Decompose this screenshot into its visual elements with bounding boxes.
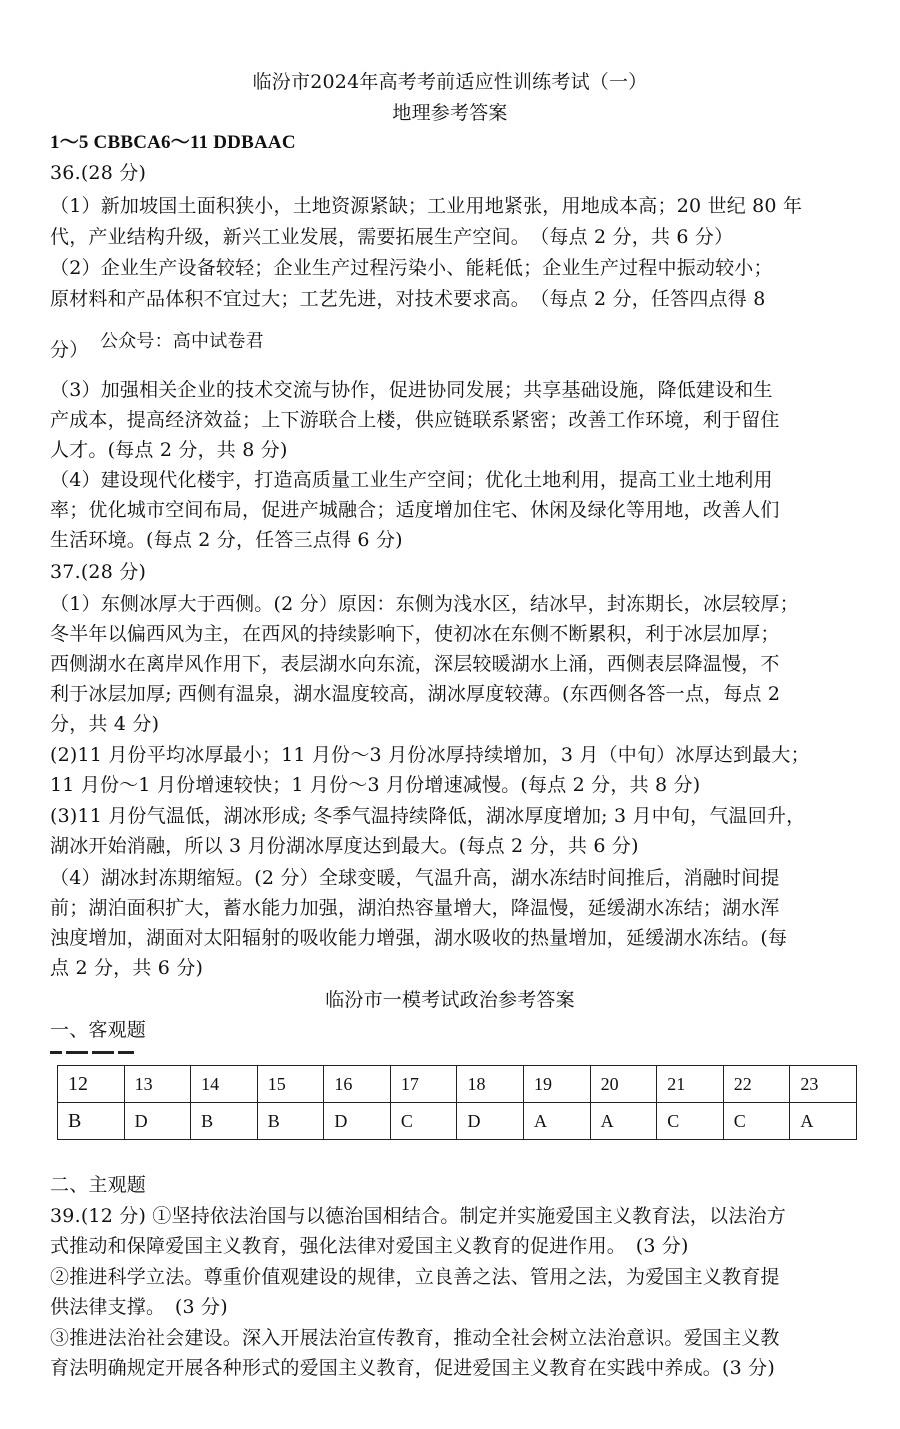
q36-part2-line3: 分） — [50, 339, 89, 361]
multiple-choice-answers: 1～5 CBBCA6～11 DDBAAC — [50, 132, 296, 153]
answer-cell: A — [790, 1103, 857, 1140]
q36-part3-line2: 产成本，提高经济效益；上下游联合上楼，供应链联系紧密；改善工作环境，利于留住 — [50, 409, 780, 431]
q39-point3-line1: ③推进法治社会建设。深入开展法治宣传教育，推动全社会树立法治意识。爱国主义教 — [50, 1327, 780, 1349]
question-number-row — [58, 1066, 857, 1103]
q36-part4-line3: 生活环境。(每点 2 分，任答三点得 6 分) — [50, 529, 403, 551]
answer-cell: C — [390, 1103, 457, 1140]
question-number-cell: 12 — [58, 1066, 125, 1103]
q37-part2-line1: (2)11 月份平均冰厚最小；11 月份～3 月份冰厚持续增加，3 月（中旬）冰厚达到最大； — [50, 744, 810, 766]
question-number-cell: 20 — [590, 1066, 657, 1103]
answer-cell: A — [590, 1103, 657, 1140]
q36-part3-line1: （3）加强相关企业的技术交流与协作，促进协同发展；共享基础设施，降低建设和生 — [50, 379, 773, 401]
answer-cell: B — [58, 1103, 125, 1140]
answer-cell: C — [657, 1103, 724, 1140]
question-number-cell: 18 — [457, 1066, 524, 1103]
q39-point2-line2: 供法律支撑。 (3 分) — [50, 1296, 228, 1318]
question-number-cell: 16 — [324, 1066, 391, 1103]
question-number-cell: 22 — [723, 1066, 790, 1103]
exam-title: 临汾市2024年高考考前适应性训练考试（一） — [252, 71, 648, 93]
question-number-cell: 15 — [257, 1066, 324, 1103]
q39-point3-line2: 育法明确规定开展各种形式的爱国主义教育，促进爱国主义教育在实践中养成。(3 分) — [50, 1357, 775, 1379]
q37-part4-line2: 前；湖泊面积扩大，蓄水能力加强，湖泊热容量增大，降温慢，延缓湖水冻结；湖水浑 — [50, 897, 780, 919]
answer-cell: C — [723, 1103, 790, 1140]
q37-heading: 37.(28 分) — [50, 561, 147, 583]
q37-part2-line2: 11 月份～1 月份增速较快；1 月份～3 月份增速减慢。(每点 2 分，共 8 分) — [50, 774, 701, 796]
question-number-cell: 21 — [657, 1066, 724, 1103]
objective-section-heading: 一、客观题 — [50, 1019, 147, 1041]
question-number-cell: 13 — [124, 1066, 191, 1103]
subjective-section-heading: 二、主观题 — [50, 1174, 147, 1196]
q36-part2-line1: （2）企业生产设备较轻；企业生产过程污染小、能耗低；企业生产过程中振动较小； — [50, 257, 773, 279]
answer-cell: B — [257, 1103, 324, 1140]
q36-part4-line2: 率；优化城市空间布局，促进产城融合；适度增加住宅、休闲及绿化等用地，改善人们 — [50, 499, 780, 521]
question-number-cell: 14 — [191, 1066, 258, 1103]
q37-part1-line1: （1）东侧冰厚大于西侧。(2 分）原因：东侧为浅水区，结冰早，封冻期长，冰层较厚； — [50, 593, 799, 615]
q36-part4-line1: （4）建设现代化楼宇，打造高质量工业生产空间；优化土地利用，提高工业土地利用 — [50, 469, 773, 491]
objective-answer-table — [57, 1065, 857, 1140]
q37-part4-line4: 点 2 分，共 6 分) — [50, 957, 204, 979]
q39-point1-line1: 39.(12 分) ①坚持依法治国与以德治国相结合。制定并实施爱国主义教育法，以法治方 — [50, 1205, 786, 1227]
q39-point1-line2: 式推动和保障爱国主义教育，强化法律对爱国主义教育的促进作用。 (3 分) — [50, 1235, 689, 1257]
question-number-cell: 23 — [790, 1066, 857, 1103]
answer-cell: B — [191, 1103, 258, 1140]
question-number-cell: 17 — [390, 1066, 457, 1103]
q36-heading: 36.(28 分) — [50, 162, 147, 184]
q39-point2-line1: ②推进科学立法。尊重价值观建设的规律，立良善之法、管用之法，为爱国主义教育提 — [50, 1266, 780, 1288]
q36-part1-line2: 代，产业结构升级，新兴工业发展，需要拓展生产空间。 （每点 2 分，共 6 分） — [50, 226, 734, 248]
question-number-cell: 19 — [524, 1066, 591, 1103]
watermark-text: 公众号：高中试卷君 — [100, 331, 264, 352]
q36-part1-line1: （1）新加坡国土面积狭小，土地资源紧缺；工业用地紧张，用地成本高；20 世纪 80 年 — [50, 195, 803, 217]
q36-part2-line2: 原材料和产品体积不宜过大；工艺先进，对技术要求高。 （每点 2 分，任答四点得 8 — [50, 288, 766, 310]
politics-answer-title: 临汾市一模考试政治参考答案 — [325, 989, 575, 1011]
answer-cell: A — [524, 1103, 591, 1140]
q37-part3-line2: 湖冰开始消融，所以 3 月份湖冰厚度达到最大。(每点 2 分，共 6 分) — [50, 835, 639, 857]
q37-part1-line4: 利于冰层加厚; 西侧有温泉，湖水温度较高，湖冰厚度较薄。(东西侧各答一点，每点 2 — [50, 683, 781, 705]
answer-cell: D — [457, 1103, 524, 1140]
answer-cell: D — [124, 1103, 191, 1140]
q36-part3-line3: 人才。(每点 2 分，共 8 分) — [50, 439, 288, 461]
q37-part4-line3: 浊度增加，湖面对太阳辐射的吸收能力增强，湖水吸收的热量增加，延缓湖水冻结。(每 — [50, 927, 788, 949]
answer-cell: D — [324, 1103, 391, 1140]
q37-part1-line5: 分，共 4 分) — [50, 713, 160, 735]
q37-part3-line1: (3)11 月份气温低，湖冰形成; 冬季气温持续降低，湖冰厚度增加; 3 月中旬，气温回升， — [50, 805, 806, 827]
q37-part1-line3: 西侧湖水在离岸风作用下，表层湖水向东流，深层较暖湖水上涌，西侧表层降温慢，不 — [50, 653, 780, 675]
q37-part4-line1: （4）湖冰封冻期缩短。(2 分）全球变暖，气温升高，湖水冻结时间推后，消融时间提 — [50, 867, 780, 889]
answer-row — [58, 1103, 857, 1140]
q37-part1-line2: 冬半年以偏西风为主，在西风的持续影响下，使初冰在东侧不断累积，利于冰层加厚； — [50, 623, 780, 645]
geography-answer-title: 地理参考答案 — [392, 102, 508, 124]
cropped-text-remnant — [50, 1051, 140, 1059]
